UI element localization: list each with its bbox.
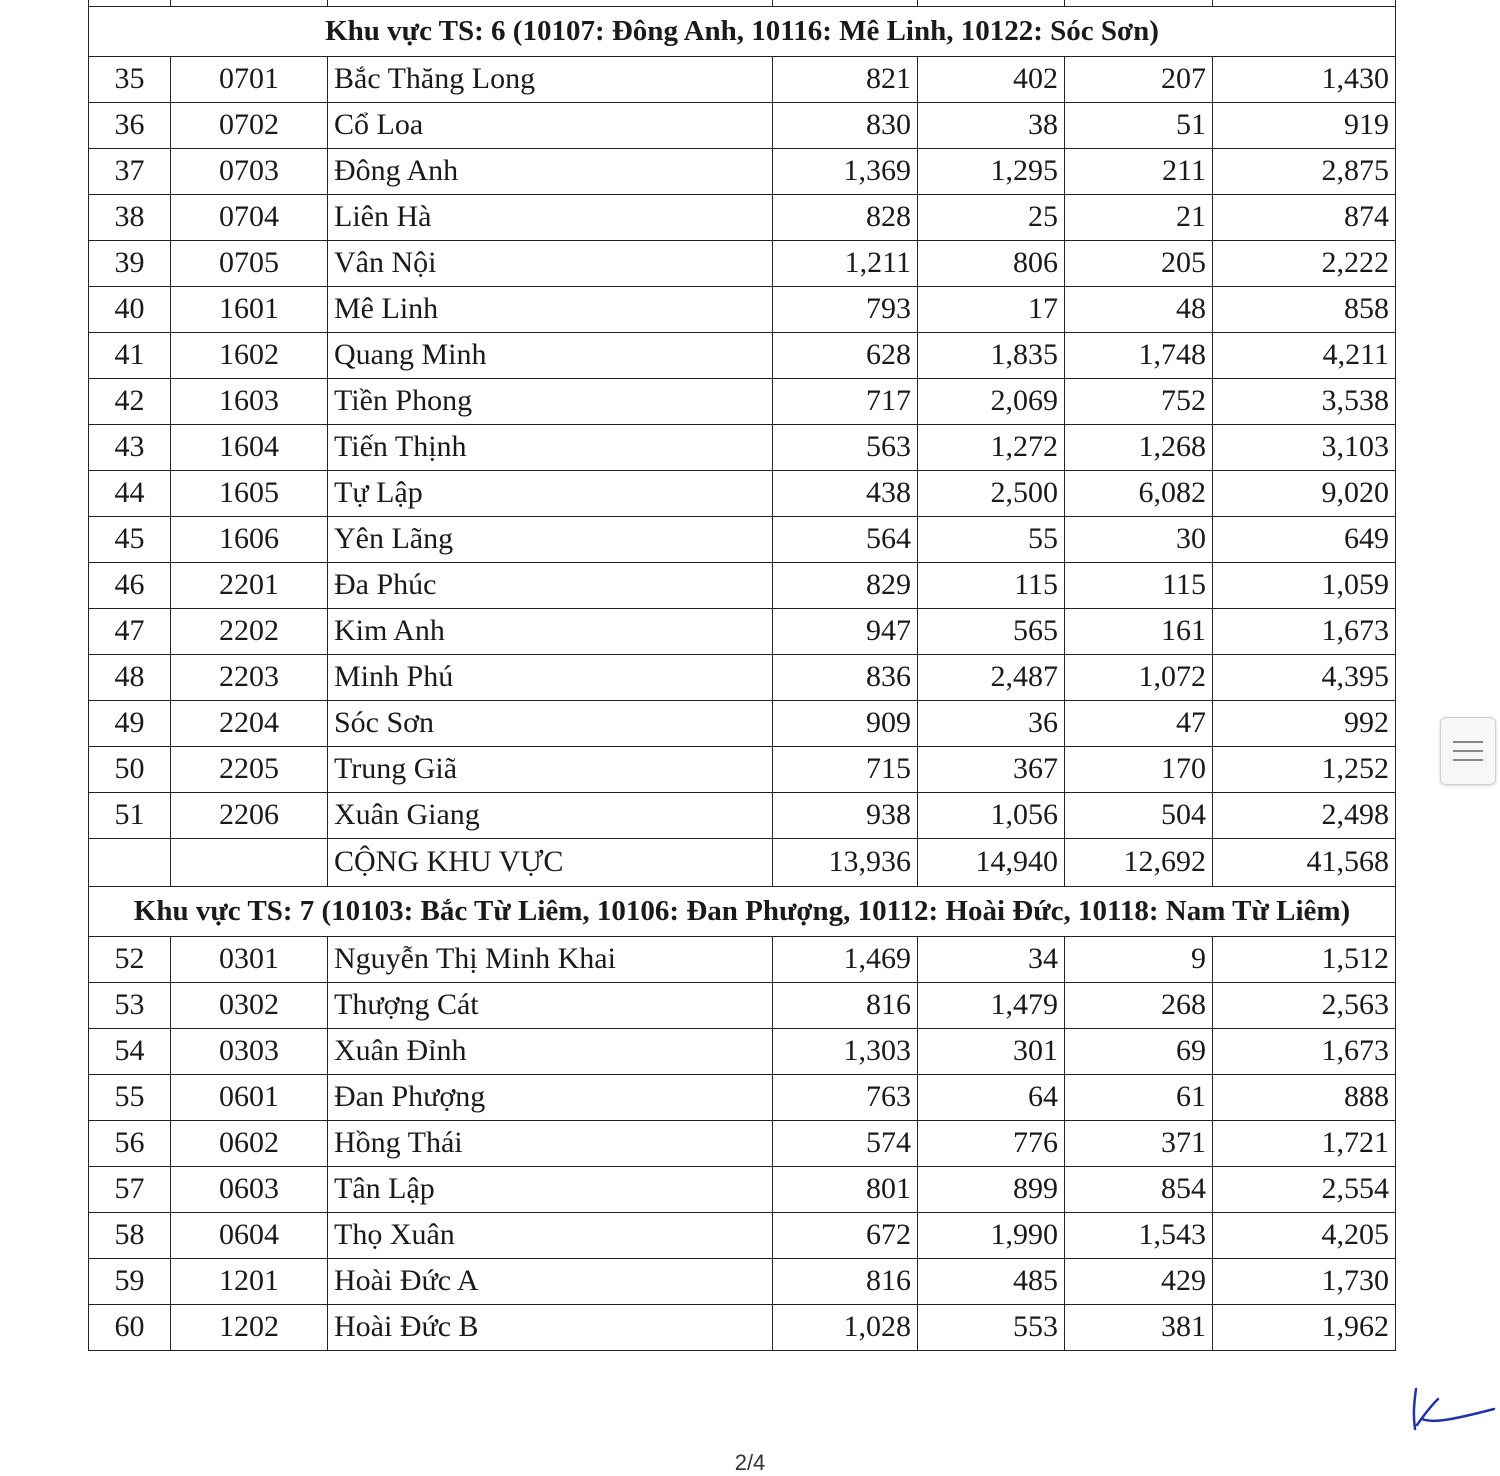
zone-header-row: [89, 886, 1396, 936]
value-col-2: 1,056: [918, 792, 1065, 838]
value-col-3: 1,748: [1065, 332, 1213, 378]
value-col-3: 6,082: [1065, 470, 1213, 516]
value-col-2: 64: [918, 1074, 1065, 1120]
value-col-1: 829: [773, 562, 918, 608]
table-row: [89, 332, 1396, 378]
value-col-3: 9: [1065, 936, 1213, 982]
table-row: [89, 1212, 1396, 1258]
table-row: [89, 102, 1396, 148]
value-col-1: 801: [773, 1166, 918, 1212]
subtotal-col-1: 13,936: [773, 838, 918, 886]
school-code: 2204: [171, 700, 328, 746]
school-code: 0701: [171, 56, 328, 102]
school-name: Vân Nội: [328, 240, 773, 286]
value-col-3: 61: [1065, 1074, 1213, 1120]
value-col-1: 672: [773, 1212, 918, 1258]
value-col-2: 25: [918, 194, 1065, 240]
row-index: 45: [89, 516, 171, 562]
value-col-1: 564: [773, 516, 918, 562]
row-total: 3,103: [1213, 424, 1396, 470]
table-row: [89, 746, 1396, 792]
value-col-3: 205: [1065, 240, 1213, 286]
row-total: 1,673: [1213, 1028, 1396, 1074]
subtotal-empty-cell: [89, 838, 171, 886]
value-col-1: 1,303: [773, 1028, 918, 1074]
school-name: Kim Anh: [328, 608, 773, 654]
row-total: 4,211: [1213, 332, 1396, 378]
school-name: Tự Lập: [328, 470, 773, 516]
row-index: 51: [89, 792, 171, 838]
table-row: [89, 148, 1396, 194]
row-total: 3,538: [1213, 378, 1396, 424]
school-code: 2201: [171, 562, 328, 608]
value-col-2: 899: [918, 1166, 1065, 1212]
value-col-2: 402: [918, 56, 1065, 102]
row-total: 992: [1213, 700, 1396, 746]
row-index: 39: [89, 240, 171, 286]
value-col-3: 21: [1065, 194, 1213, 240]
table-row: [89, 936, 1396, 982]
value-col-1: 628: [773, 332, 918, 378]
value-col-3: 854: [1065, 1166, 1213, 1212]
school-name: Mê Linh: [328, 286, 773, 332]
row-index: 41: [89, 332, 171, 378]
subtotal-col-3: 12,692: [1065, 838, 1213, 886]
table-row: [89, 516, 1396, 562]
value-col-1: 828: [773, 194, 918, 240]
value-col-2: 34: [918, 936, 1065, 982]
table-row: [89, 700, 1396, 746]
school-name: Thọ Xuân: [328, 1212, 773, 1258]
row-total: 1,673: [1213, 608, 1396, 654]
row-index: 48: [89, 654, 171, 700]
school-name: Liên Hà: [328, 194, 773, 240]
zone-title: Khu vực TS: 6 (10107: Đông Anh, 10116: Mê Linh, 10122: Sóc Sơn): [89, 6, 1396, 56]
value-col-1: 763: [773, 1074, 918, 1120]
table-row: [89, 1304, 1396, 1350]
value-col-3: 1,543: [1065, 1212, 1213, 1258]
table-row: [89, 1120, 1396, 1166]
value-col-3: 161: [1065, 608, 1213, 654]
school-name: Hoài Đức A: [328, 1258, 773, 1304]
school-name: Tiền Phong: [328, 378, 773, 424]
table-row: [89, 56, 1396, 102]
subtotal-col-2: 14,940: [918, 838, 1065, 886]
school-code: 1602: [171, 332, 328, 378]
hamburger-icon: [1453, 741, 1483, 743]
row-total: 9,020: [1213, 470, 1396, 516]
table-row: [89, 240, 1396, 286]
school-code: 1606: [171, 516, 328, 562]
value-col-2: 367: [918, 746, 1065, 792]
row-total: 2,563: [1213, 982, 1396, 1028]
row-index: 56: [89, 1120, 171, 1166]
row-total: 858: [1213, 286, 1396, 332]
row-total: 2,554: [1213, 1166, 1396, 1212]
school-code: 0602: [171, 1120, 328, 1166]
school-name: Thượng Cát: [328, 982, 773, 1028]
table-row: [89, 1074, 1396, 1120]
table-row: [89, 424, 1396, 470]
value-col-3: 115: [1065, 562, 1213, 608]
school-name: Hoài Đức B: [328, 1304, 773, 1350]
side-menu-button[interactable]: [1440, 717, 1496, 785]
row-index: 42: [89, 378, 171, 424]
row-total: 919: [1213, 102, 1396, 148]
school-name: Yên Lãng: [328, 516, 773, 562]
value-col-1: 816: [773, 1258, 918, 1304]
value-col-1: 717: [773, 378, 918, 424]
row-index: 46: [89, 562, 171, 608]
value-col-3: 51: [1065, 102, 1213, 148]
table-row: [89, 470, 1396, 516]
value-col-2: 36: [918, 700, 1065, 746]
school-code: 1603: [171, 378, 328, 424]
row-index: 53: [89, 982, 171, 1028]
school-code: 1604: [171, 424, 328, 470]
school-name: Nguyễn Thị Minh Khai: [328, 936, 773, 982]
row-index: 40: [89, 286, 171, 332]
school-code: 2205: [171, 746, 328, 792]
value-col-3: 268: [1065, 982, 1213, 1028]
value-col-2: 2,069: [918, 378, 1065, 424]
value-col-2: 17: [918, 286, 1065, 332]
value-col-3: 170: [1065, 746, 1213, 792]
value-col-3: 211: [1065, 148, 1213, 194]
value-col-2: 806: [918, 240, 1065, 286]
value-col-1: 909: [773, 700, 918, 746]
school-code: 0604: [171, 1212, 328, 1258]
value-col-3: 381: [1065, 1304, 1213, 1350]
table-row: [89, 378, 1396, 424]
row-index: 43: [89, 424, 171, 470]
row-total: 4,395: [1213, 654, 1396, 700]
school-name: Đa Phúc: [328, 562, 773, 608]
row-total: 1,730: [1213, 1258, 1396, 1304]
signature-mark: [1408, 1385, 1500, 1435]
value-col-1: 947: [773, 608, 918, 654]
row-total: 1,252: [1213, 746, 1396, 792]
value-col-1: 1,369: [773, 148, 918, 194]
row-total: 1,512: [1213, 936, 1396, 982]
subtotal-total: 41,568: [1213, 838, 1396, 886]
value-col-1: 1,211: [773, 240, 918, 286]
row-total: 1,962: [1213, 1304, 1396, 1350]
zone-subtotal-row: [89, 838, 1396, 886]
value-col-3: 30: [1065, 516, 1213, 562]
value-col-1: 938: [773, 792, 918, 838]
row-total: 874: [1213, 194, 1396, 240]
row-index: 58: [89, 1212, 171, 1258]
page-number: 2/4: [734, 1450, 766, 1475]
table-row: [89, 562, 1396, 608]
row-index: 44: [89, 470, 171, 516]
table-row: [89, 608, 1396, 654]
subtotal-label: CỘNG KHU VỰC: [328, 838, 773, 886]
row-index: 36: [89, 102, 171, 148]
value-col-3: 429: [1065, 1258, 1213, 1304]
table-row: [89, 194, 1396, 240]
row-index: 54: [89, 1028, 171, 1074]
school-name: Xuân Đỉnh: [328, 1028, 773, 1074]
row-total: 649: [1213, 516, 1396, 562]
value-col-1: 1,028: [773, 1304, 918, 1350]
school-code: 0601: [171, 1074, 328, 1120]
row-total: 2,875: [1213, 148, 1396, 194]
table-row: [89, 792, 1396, 838]
table-row: [89, 1028, 1396, 1074]
value-col-2: 2,500: [918, 470, 1065, 516]
school-name: Đông Anh: [328, 148, 773, 194]
row-total: 1,430: [1213, 56, 1396, 102]
row-index: 59: [89, 1258, 171, 1304]
row-total: 1,059: [1213, 562, 1396, 608]
school-code: 0302: [171, 982, 328, 1028]
value-col-3: 69: [1065, 1028, 1213, 1074]
row-total: 888: [1213, 1074, 1396, 1120]
school-code: 0303: [171, 1028, 328, 1074]
value-col-2: 1,479: [918, 982, 1065, 1028]
row-index: 49: [89, 700, 171, 746]
table-row: [89, 286, 1396, 332]
row-index: 47: [89, 608, 171, 654]
row-total: 1,721: [1213, 1120, 1396, 1166]
table-row: [89, 1166, 1396, 1212]
school-name: Tiến Thịnh: [328, 424, 773, 470]
value-col-3: 1,072: [1065, 654, 1213, 700]
value-col-2: 2,487: [918, 654, 1065, 700]
hamburger-icon-line: [1453, 750, 1483, 752]
school-code: 0705: [171, 240, 328, 286]
value-col-2: 55: [918, 516, 1065, 562]
value-col-1: 438: [773, 470, 918, 516]
school-name: Sóc Sơn: [328, 700, 773, 746]
row-total: 2,222: [1213, 240, 1396, 286]
school-code: 1202: [171, 1304, 328, 1350]
value-col-2: 485: [918, 1258, 1065, 1304]
school-code: 0703: [171, 148, 328, 194]
value-col-1: 830: [773, 102, 918, 148]
value-col-2: 38: [918, 102, 1065, 148]
table-row: [89, 1258, 1396, 1304]
row-index: 60: [89, 1304, 171, 1350]
zone-header-row: [89, 6, 1396, 56]
school-name: Đan Phượng: [328, 1074, 773, 1120]
table-body: [89, 0, 1396, 1350]
value-col-2: 115: [918, 562, 1065, 608]
value-col-3: 371: [1065, 1120, 1213, 1166]
value-col-3: 752: [1065, 378, 1213, 424]
school-code: 1605: [171, 470, 328, 516]
row-index: 50: [89, 746, 171, 792]
value-col-3: 47: [1065, 700, 1213, 746]
value-col-2: 301: [918, 1028, 1065, 1074]
value-col-3: 504: [1065, 792, 1213, 838]
school-name: Trung Giã: [328, 746, 773, 792]
school-code: 0603: [171, 1166, 328, 1212]
value-col-1: 563: [773, 424, 918, 470]
value-col-1: 793: [773, 286, 918, 332]
school-name: Quang Minh: [328, 332, 773, 378]
school-code: 2206: [171, 792, 328, 838]
value-col-3: 48: [1065, 286, 1213, 332]
value-col-2: 553: [918, 1304, 1065, 1350]
school-code: 0702: [171, 102, 328, 148]
row-index: 55: [89, 1074, 171, 1120]
value-col-3: 207: [1065, 56, 1213, 102]
value-col-1: 836: [773, 654, 918, 700]
value-col-2: 776: [918, 1120, 1065, 1166]
value-col-1: 821: [773, 56, 918, 102]
school-name: Minh Phú: [328, 654, 773, 700]
value-col-1: 816: [773, 982, 918, 1028]
value-col-1: 1,469: [773, 936, 918, 982]
table-row: [89, 654, 1396, 700]
row-index: 52: [89, 936, 171, 982]
row-index: 37: [89, 148, 171, 194]
school-code: 1601: [171, 286, 328, 332]
school-code: 0704: [171, 194, 328, 240]
row-index: 57: [89, 1166, 171, 1212]
school-name: Xuân Giang: [328, 792, 773, 838]
value-col-2: 1,990: [918, 1212, 1065, 1258]
school-code: 2202: [171, 608, 328, 654]
school-code: 2203: [171, 654, 328, 700]
school-name: Hồng Thái: [328, 1120, 773, 1166]
value-col-3: 1,268: [1065, 424, 1213, 470]
value-col-2: 1,835: [918, 332, 1065, 378]
row-total: 4,205: [1213, 1212, 1396, 1258]
row-index: 35: [89, 56, 171, 102]
table-row: [89, 982, 1396, 1028]
zone-title: Khu vực TS: 7 (10103: Bắc Từ Liêm, 10106: Đan Phượng, 10112: Hoài Đức, 10118: Nam Từ Liêm): [89, 886, 1396, 936]
enrollment-table: [88, 0, 1396, 1351]
value-col-2: 1,295: [918, 148, 1065, 194]
row-index: 38: [89, 194, 171, 240]
value-col-1: 574: [773, 1120, 918, 1166]
school-name: Cổ Loa: [328, 102, 773, 148]
school-name: Tân Lập: [328, 1166, 773, 1212]
school-code: 1201: [171, 1258, 328, 1304]
value-col-2: 565: [918, 608, 1065, 654]
value-col-1: 715: [773, 746, 918, 792]
hamburger-icon-line: [1453, 759, 1483, 761]
value-col-2: 1,272: [918, 424, 1065, 470]
subtotal-empty-cell: [171, 838, 328, 886]
school-code: 0301: [171, 936, 328, 982]
school-name: Bắc Thăng Long: [328, 56, 773, 102]
row-total: 2,498: [1213, 792, 1396, 838]
document-table-container: [88, 0, 1395, 1351]
